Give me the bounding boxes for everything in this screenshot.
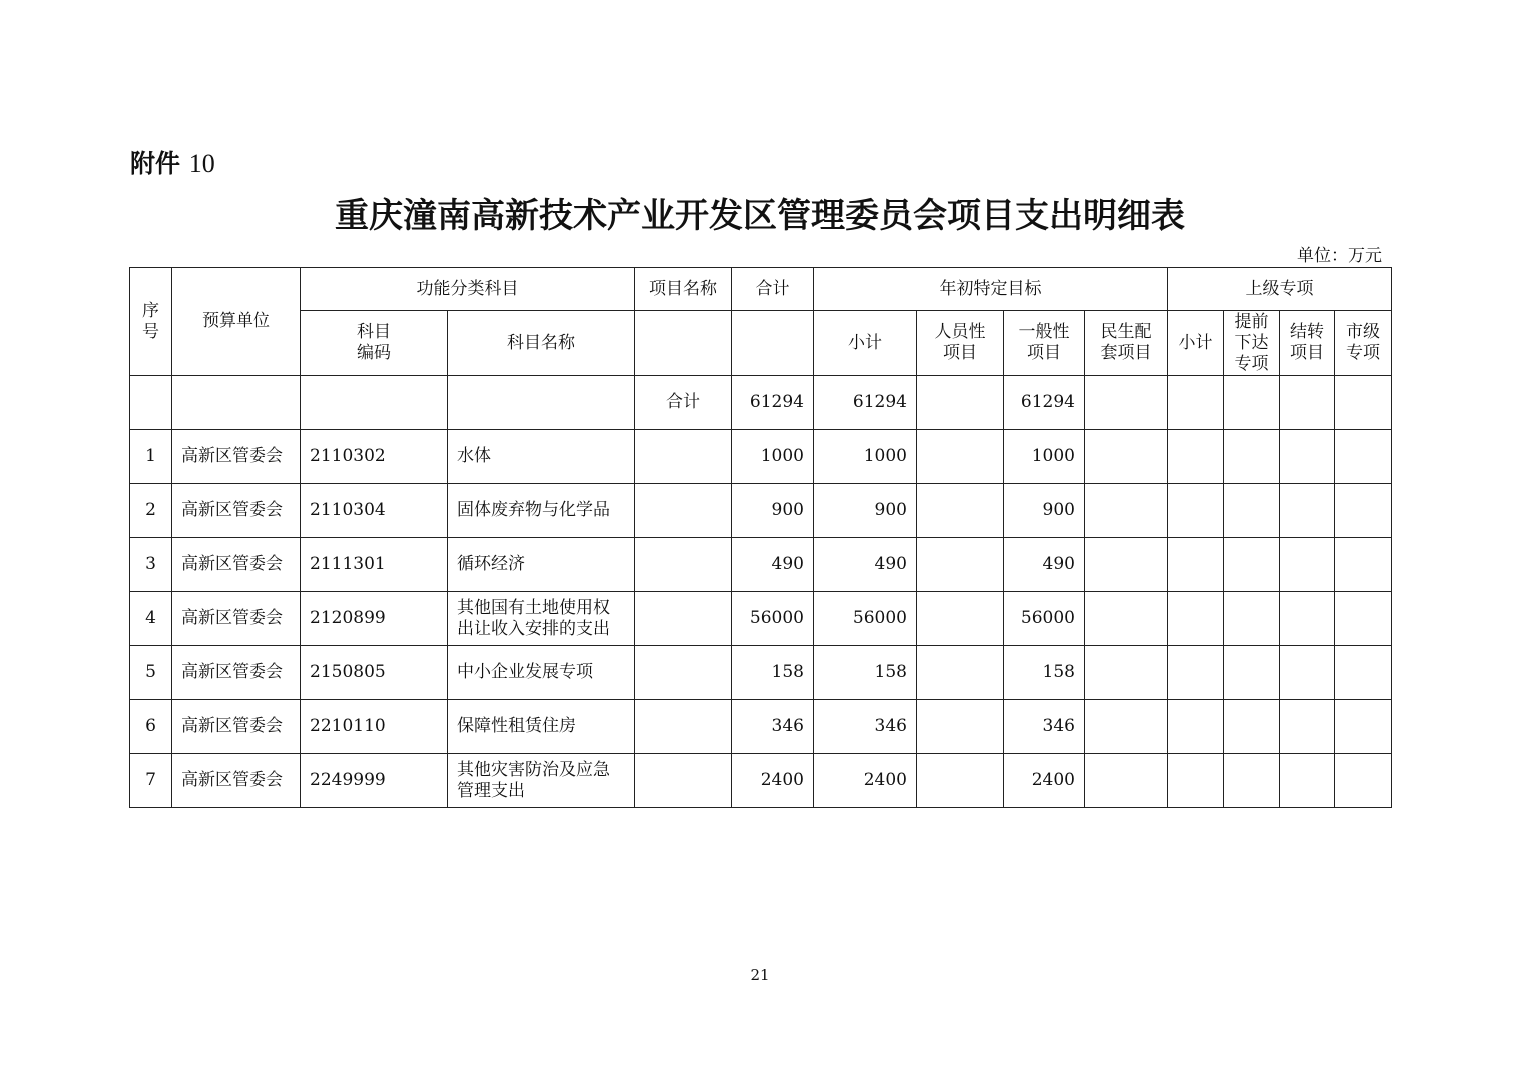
row-project-name bbox=[635, 700, 732, 754]
row-subtotal: 1000 bbox=[814, 430, 917, 484]
row-project-name bbox=[635, 754, 732, 808]
row-advance bbox=[1224, 538, 1280, 592]
row-carryover bbox=[1280, 646, 1335, 700]
row-name: 循环经济 bbox=[448, 538, 635, 592]
row-livelihood bbox=[1085, 484, 1168, 538]
row-project-name bbox=[635, 430, 732, 484]
row-seq: 7 bbox=[130, 754, 172, 808]
row-general: 158 bbox=[1004, 646, 1085, 700]
row-seq: 4 bbox=[130, 592, 172, 646]
row-livelihood bbox=[1085, 430, 1168, 484]
total-label: 合计 bbox=[635, 376, 732, 430]
row-seq: 5 bbox=[130, 646, 172, 700]
row-sup-subtotal bbox=[1168, 592, 1224, 646]
row-code: 2249999 bbox=[301, 754, 448, 808]
row-livelihood bbox=[1085, 646, 1168, 700]
header-carryover: 结转 项目 bbox=[1280, 311, 1335, 376]
row-personnel bbox=[917, 430, 1004, 484]
row-name: 水体 bbox=[448, 430, 635, 484]
row-seq: 2 bbox=[130, 484, 172, 538]
row-personnel bbox=[917, 754, 1004, 808]
total-general: 61294 bbox=[1004, 376, 1085, 430]
total-row bbox=[130, 376, 1392, 430]
row-advance bbox=[1224, 700, 1280, 754]
header-sup-subtotal: 小计 bbox=[1168, 311, 1224, 376]
header-budget-unit: 预算单位 bbox=[172, 268, 301, 376]
row-unit: 高新区管委会 bbox=[172, 700, 301, 754]
row-city bbox=[1335, 484, 1392, 538]
header-superior: 上级专项 bbox=[1168, 268, 1392, 311]
row-unit: 高新区管委会 bbox=[172, 430, 301, 484]
row-carryover bbox=[1280, 754, 1335, 808]
row-carryover bbox=[1280, 592, 1335, 646]
row-code: 2110304 bbox=[301, 484, 448, 538]
row-livelihood bbox=[1085, 700, 1168, 754]
header-livelihood: 民生配 套项目 bbox=[1085, 311, 1168, 376]
row-total: 158 bbox=[732, 646, 814, 700]
row-total: 1000 bbox=[732, 430, 814, 484]
row-livelihood bbox=[1085, 754, 1168, 808]
row-subtotal: 2400 bbox=[814, 754, 917, 808]
row-livelihood bbox=[1085, 538, 1168, 592]
row-total: 490 bbox=[732, 538, 814, 592]
row-code: 2111301 bbox=[301, 538, 448, 592]
row-name: 其他灾害防治及应急 管理支出 bbox=[448, 754, 635, 808]
header-subtotal: 小计 bbox=[814, 311, 917, 376]
row-name: 其他国有土地使用权 出让收入安排的支出 bbox=[448, 592, 635, 646]
row-unit: 高新区管委会 bbox=[172, 538, 301, 592]
row-general: 56000 bbox=[1004, 592, 1085, 646]
row-personnel bbox=[917, 538, 1004, 592]
row-advance bbox=[1224, 484, 1280, 538]
row-name: 固体废弃物与化学品 bbox=[448, 484, 635, 538]
row-project-name bbox=[635, 538, 732, 592]
page-title: 重庆潼南高新技术产业开发区管理委员会项目支出明细表 bbox=[335, 196, 1185, 236]
row-name: 保障性租赁住房 bbox=[448, 700, 635, 754]
header-total: 合计 bbox=[732, 268, 814, 311]
row-subtotal: 158 bbox=[814, 646, 917, 700]
row-sup-subtotal bbox=[1168, 646, 1224, 700]
row-personnel bbox=[917, 484, 1004, 538]
table-row bbox=[130, 430, 1392, 484]
header-subject-code: 科目 编码 bbox=[301, 311, 448, 376]
row-total: 900 bbox=[732, 484, 814, 538]
table-row bbox=[130, 700, 1392, 754]
row-advance bbox=[1224, 430, 1280, 484]
attachment-number: 10 bbox=[188, 149, 215, 178]
row-sup-subtotal bbox=[1168, 538, 1224, 592]
table-row bbox=[130, 592, 1392, 646]
header-annual-target: 年初特定目标 bbox=[814, 268, 1168, 311]
row-name: 中小企业发展专项 bbox=[448, 646, 635, 700]
row-code: 2210110 bbox=[301, 700, 448, 754]
table-row bbox=[130, 538, 1392, 592]
page-number: 21 bbox=[750, 966, 770, 984]
row-carryover bbox=[1280, 538, 1335, 592]
attachment-label bbox=[130, 144, 215, 180]
row-personnel bbox=[917, 700, 1004, 754]
row-carryover bbox=[1280, 700, 1335, 754]
row-total: 346 bbox=[732, 700, 814, 754]
header-personnel: 人员性 项目 bbox=[917, 311, 1004, 376]
row-seq: 3 bbox=[130, 538, 172, 592]
row-unit: 高新区管委会 bbox=[172, 592, 301, 646]
table-row bbox=[130, 754, 1392, 808]
row-advance bbox=[1224, 754, 1280, 808]
row-project-name bbox=[635, 484, 732, 538]
row-subtotal: 346 bbox=[814, 700, 917, 754]
header-seq: 序 号 bbox=[130, 268, 172, 376]
row-sup-subtotal bbox=[1168, 754, 1224, 808]
header-project-name: 项目名称 bbox=[635, 268, 732, 311]
header-empty bbox=[732, 311, 814, 376]
row-sup-subtotal bbox=[1168, 484, 1224, 538]
table-row bbox=[130, 646, 1392, 700]
row-total: 56000 bbox=[732, 592, 814, 646]
row-code: 2150805 bbox=[301, 646, 448, 700]
row-project-name bbox=[635, 592, 732, 646]
row-carryover bbox=[1280, 484, 1335, 538]
row-personnel bbox=[917, 646, 1004, 700]
header-advance: 提前 下达 专项 bbox=[1224, 311, 1280, 376]
row-subtotal: 490 bbox=[814, 538, 917, 592]
row-code: 2110302 bbox=[301, 430, 448, 484]
row-general: 2400 bbox=[1004, 754, 1085, 808]
header-general: 一般性 项目 bbox=[1004, 311, 1085, 376]
row-city bbox=[1335, 754, 1392, 808]
header-func-class: 功能分类科目 bbox=[301, 268, 635, 311]
header-empty bbox=[635, 311, 732, 376]
unit-label: 单位：万元 bbox=[1297, 246, 1382, 266]
total-subtotal: 61294 bbox=[814, 376, 917, 430]
row-subtotal: 56000 bbox=[814, 592, 917, 646]
row-code: 2120899 bbox=[301, 592, 448, 646]
row-city bbox=[1335, 430, 1392, 484]
row-personnel bbox=[917, 592, 1004, 646]
row-livelihood bbox=[1085, 592, 1168, 646]
attachment-text: 附件 bbox=[130, 149, 181, 178]
row-carryover bbox=[1280, 430, 1335, 484]
expenditure-table bbox=[129, 267, 1392, 808]
row-general: 900 bbox=[1004, 484, 1085, 538]
row-unit: 高新区管委会 bbox=[172, 754, 301, 808]
total-value: 61294 bbox=[732, 376, 814, 430]
row-sup-subtotal bbox=[1168, 700, 1224, 754]
row-general: 346 bbox=[1004, 700, 1085, 754]
row-seq: 6 bbox=[130, 700, 172, 754]
row-city bbox=[1335, 700, 1392, 754]
row-advance bbox=[1224, 646, 1280, 700]
header-subject-name: 科目名称 bbox=[448, 311, 635, 376]
row-city bbox=[1335, 538, 1392, 592]
row-sup-subtotal bbox=[1168, 430, 1224, 484]
row-seq: 1 bbox=[130, 430, 172, 484]
row-city bbox=[1335, 592, 1392, 646]
row-total: 2400 bbox=[732, 754, 814, 808]
row-city bbox=[1335, 646, 1392, 700]
row-unit: 高新区管委会 bbox=[172, 484, 301, 538]
row-project-name bbox=[635, 646, 732, 700]
row-unit: 高新区管委会 bbox=[172, 646, 301, 700]
table-row bbox=[130, 484, 1392, 538]
row-subtotal: 900 bbox=[814, 484, 917, 538]
row-general: 1000 bbox=[1004, 430, 1085, 484]
row-general: 490 bbox=[1004, 538, 1085, 592]
row-advance bbox=[1224, 592, 1280, 646]
header-city: 市级 专项 bbox=[1335, 311, 1392, 376]
